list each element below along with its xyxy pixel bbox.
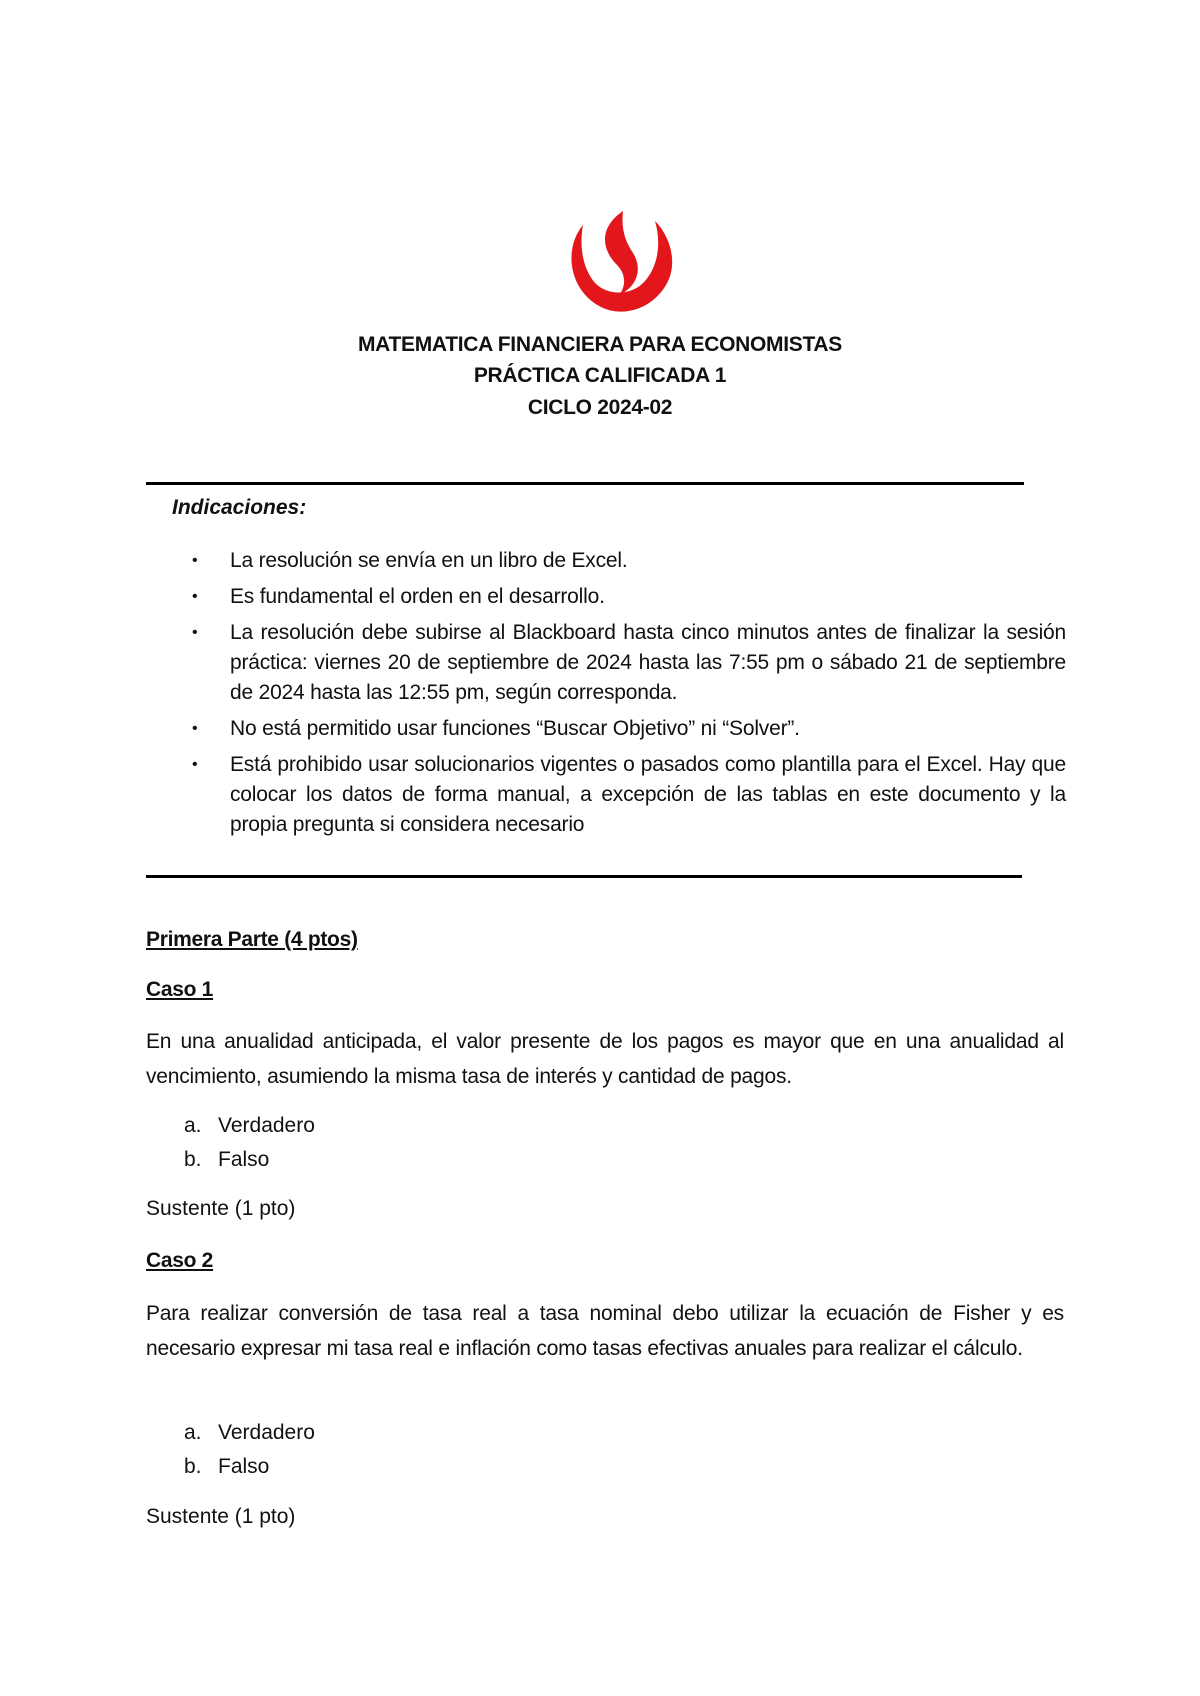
bullet-icon: • — [192, 552, 198, 569]
indications-list — [146, 546, 1066, 846]
bullet-icon: • — [192, 720, 198, 737]
option-letter: a. — [184, 1421, 202, 1444]
option-letter: b. — [184, 1148, 202, 1171]
course-title: MATEMATICA FINANCIERA PARA ECONOMISTAS — [357, 333, 843, 356]
part-one-title: Primera Parte (4 ptos) — [146, 928, 358, 951]
indication-item — [146, 546, 1066, 576]
option-letter: b. — [184, 1455, 202, 1478]
bullet-icon: • — [192, 756, 198, 773]
case-two-title: Caso 2 — [146, 1249, 214, 1272]
option-item — [146, 1143, 315, 1177]
indication-item — [146, 618, 1066, 708]
option-label: Verdadero — [218, 1114, 315, 1137]
indication-text: No está permitido usar funciones “Buscar Objetivo” ni “Solver”. — [230, 717, 800, 740]
option-item — [146, 1416, 315, 1450]
indication-text: Está prohibido usar solucionarios vigentes o pasados como plantilla para el Excel. Hay que colocar los datos de forma manual, a excepción de las tablas en este documento y la propia pregunta si considera necesario — [230, 753, 1066, 836]
indication-text: La resolución debe subirse al Blackboard hasta cinco minutos antes de finalizar la sesión práctica: viernes 20 de septiembre de 2024 hasta las 7:55 pm o sábado 21 de septiembre de 2024 hasta las 12:55 pm, según corresponda. — [230, 621, 1066, 704]
option-label: Verdadero — [218, 1421, 315, 1444]
option-item — [146, 1109, 315, 1143]
logo-flame — [605, 211, 638, 295]
top-divider — [146, 482, 1024, 485]
option-label: Falso — [218, 1455, 270, 1478]
case-one-options — [146, 1109, 315, 1177]
option-item — [146, 1450, 315, 1484]
case-two-statement: Para realizar conversión de tasa real a tasa nominal debo utilizar la ecuación de Fisher y es necesario expresar mi tasa real e inflación como tasas efectivas anuales para realizar el cálculo. — [146, 1302, 1064, 1360]
case-one-title: Caso 1 — [146, 978, 214, 1001]
indication-item — [146, 714, 1066, 744]
option-letter: a. — [184, 1114, 202, 1137]
indications-title: Indicaciones: — [172, 496, 307, 519]
option-label: Falso — [218, 1148, 270, 1171]
bullet-icon: • — [192, 624, 198, 641]
case-two-options — [146, 1416, 315, 1484]
case-one-statement: En una anualidad anticipada, el valor presente de los pagos es mayor que en una anualidad al vencimiento, asumiendo la misma tasa de interés y cantidad de pagos. — [146, 1030, 1064, 1088]
exam-subtitle: PRÁCTICA CALIFICADA 1 — [473, 364, 727, 387]
indication-item — [146, 582, 1066, 612]
case-one-support: Sustente (1 pto) — [146, 1197, 296, 1220]
indication-text: Es fundamental el orden en el desarrollo. — [230, 585, 605, 608]
bullet-icon: • — [192, 588, 198, 605]
indication-item — [146, 750, 1066, 840]
bottom-divider — [146, 875, 1022, 878]
flame-emblem-icon — [563, 207, 675, 319]
case-two-support: Sustente (1 pto) — [146, 1505, 296, 1528]
indication-text: La resolución se envía en un libro de Excel. — [230, 549, 628, 572]
cycle-label: CICLO 2024-02 — [527, 396, 673, 419]
